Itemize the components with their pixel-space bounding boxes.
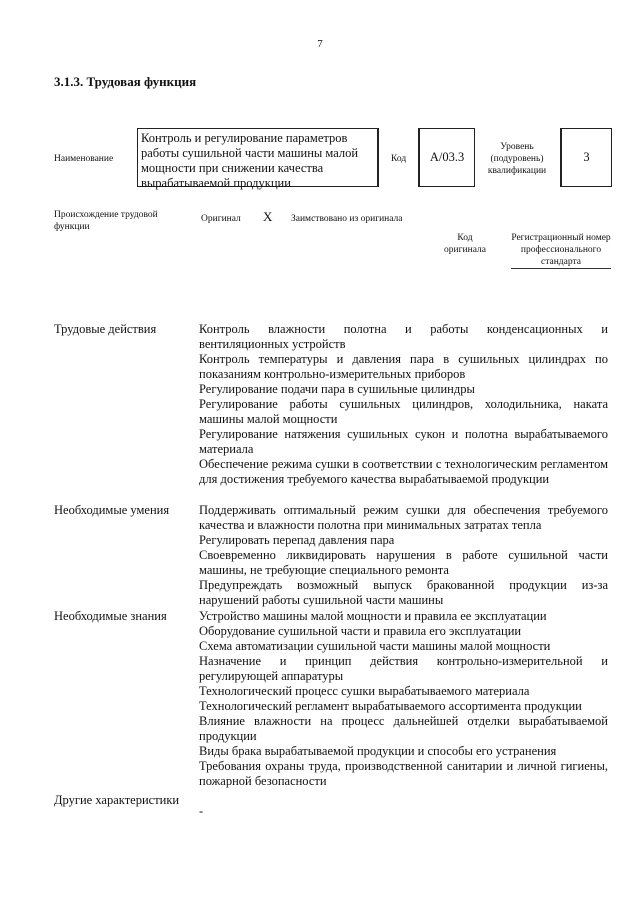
list-item: Требования охраны труда, производственной санитарии и личной гигиены, пожарной безопасности	[199, 759, 608, 788]
list-item: Схема автоматизации сушильной части машины малой мощности	[199, 639, 551, 653]
list-item: Назначение и принцип действия контрольно-измерительной и регулирующей аппаратуры	[199, 654, 608, 683]
list-item: Оборудование сушильной части и правила его эксплуатации	[199, 624, 522, 638]
list-item: Влияние влажности на процесс дальнейшей отделки вырабатываемой продукции	[199, 714, 608, 743]
skills-list	[199, 503, 608, 608]
name-value-box	[137, 128, 379, 190]
section-title: 3.1.3. Трудовая функция	[54, 74, 197, 89]
list-item: Устройство машины малой мощности и правила ее эксплуатации	[199, 609, 547, 623]
list-item: Технологический процесс сушки вырабатываемого материала	[199, 684, 530, 698]
labor-actions-list	[199, 322, 608, 487]
code-value-box	[418, 128, 475, 187]
list-item: Контроль влажности полотна и работы конденсационных и вентиляционных устройств	[199, 322, 608, 351]
labor-actions-label: Трудовые действия	[54, 322, 157, 336]
list-item: Технологический регламент вырабатываемого ассортимента продукции	[199, 699, 582, 713]
level-label: Уровень (подуровень) квалификации	[487, 142, 547, 176]
skills-label: Необходимые умения	[54, 503, 170, 517]
original-mark: X	[263, 209, 273, 224]
borrowed-label: Заимствовано из оригинала	[291, 214, 403, 224]
list-item: Предупреждать возможный выпуск бракованной продукции из-за нарушений работы сушильной части машины	[199, 578, 608, 607]
page-number: 7	[317, 38, 323, 50]
level-value: 3	[583, 150, 590, 164]
list-item: Своевременно ликвидировать нарушения в работе сушильной части машины, не требующие специального ремонта	[199, 548, 608, 577]
knowledge-list	[199, 609, 608, 789]
original-label: Оригинал	[201, 214, 241, 224]
list-item: Регулирование работы сушильных цилиндров, холодильника, наката машины малой мощности	[199, 397, 608, 426]
code-value: А/03.3	[429, 150, 465, 164]
list-item: Регулирование подачи пара в сушильные цилиндры	[199, 382, 475, 396]
other-value: -	[199, 804, 204, 818]
list-item: Виды брака вырабатываемой продукции и способы его устранения	[199, 744, 557, 758]
list-item: Контроль температуры и давления пара в сушильных цилиндрах по показаниям контрольно-измерительных приборов	[199, 352, 608, 381]
knowledge-label: Необходимые знания	[54, 609, 167, 623]
list-item: Обеспечение режима сушки в соответствии с технологическим регламентом для достижения требуемого качества вырабатываемой продукции	[199, 457, 608, 486]
code-label: Код	[391, 154, 407, 164]
name-label: Наименование	[54, 154, 114, 164]
code-original-label: Код оригинала	[444, 233, 486, 255]
name-value: Контроль и регулирование параметров работы сушильной части машины малой мощности при снижении качества вырабатываемой продукции	[141, 131, 359, 190]
origin-label: Происхождение трудовой функции	[54, 210, 158, 232]
other-label: Другие характеристики	[54, 793, 180, 807]
reg-number-label: Регистрационный номер профессионального стандарта	[511, 233, 611, 267]
level-value-box	[560, 128, 612, 187]
list-item: Поддерживать оптимальный режим сушки для обеспечения требуемого качества и влажности полотна при минимальных затратах тепла	[199, 503, 608, 532]
list-item: Регулирование натяжения сушильных сукон и полотна вырабатываемого материала	[199, 427, 608, 456]
list-item: Регулировать перепад давления пара	[199, 533, 395, 547]
